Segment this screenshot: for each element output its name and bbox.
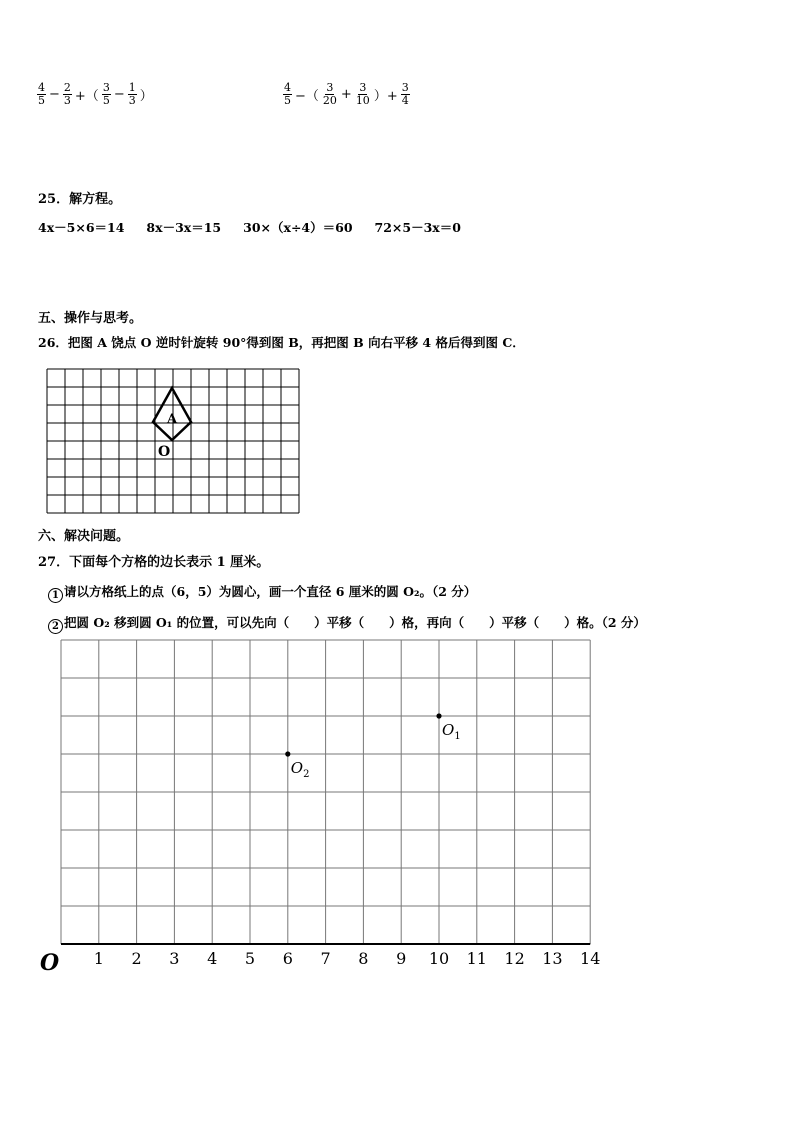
equation: 30×（x÷4）＝60: [243, 220, 353, 235]
x-tick-label: 1: [93, 949, 104, 968]
x-tick-label: 4: [207, 949, 218, 968]
question-27-item-1: [48, 582, 476, 603]
point-dot: [436, 713, 441, 718]
equation: 4x－5×6＝14: [38, 220, 125, 235]
x-tick-label: 11: [466, 949, 487, 968]
fraction: $\frac{3}{10}$: [355, 81, 370, 107]
shape-a-label: A: [167, 412, 178, 427]
question-25-title: 25．解方程。: [38, 192, 122, 207]
operator: −: [113, 87, 125, 102]
x-tick-label: 14: [580, 949, 601, 968]
fraction: $\frac{3}{4}$: [401, 81, 409, 107]
x-tick-label: 10: [428, 949, 450, 968]
point-dot: [285, 751, 290, 756]
operator: +（: [74, 89, 99, 104]
question-26-grid: [46, 368, 300, 514]
fraction: $\frac{4}{5}$: [38, 81, 45, 107]
fraction: $\frac{1}{3}$: [128, 81, 136, 107]
fraction: $\frac{3}{5}$: [102, 81, 110, 107]
item-number: 1: [48, 588, 63, 603]
calc-expression-2: [282, 82, 411, 107]
section-5-title: 五、操作与思考。: [38, 311, 143, 326]
x-tick-label: 8: [358, 949, 369, 968]
equation: 72×5－3x＝0: [374, 220, 461, 235]
operator: ）: [139, 89, 153, 104]
origin-label: O: [40, 950, 60, 974]
question-27-text: 27．下面每个方格的边长表示 1 厘米。: [38, 555, 270, 570]
calc-expression-1: [36, 82, 155, 107]
question-27-grid: [36, 634, 616, 974]
item-number: 2: [48, 619, 63, 634]
question-26-text: 26．把图 A 饶点 O 逆时针旋转 90°得到图 B，再把图 B 向右平移 4 格后得到图 C．: [38, 335, 525, 350]
fraction: $\frac{2}{3}$: [63, 81, 71, 107]
operator: +: [340, 87, 352, 102]
point-label: $O_2$: [290, 759, 310, 780]
item-text: 把圆 O₂ 移到圆 O₁ 的位置，可以先向（ ）平移（ ）格，再向（ ）平移（ ）格。（2 分）: [64, 615, 646, 630]
x-tick-label: 9: [396, 949, 407, 968]
item-text: 请以方格纸上的点（6，5）为圆心，画一个直径 6 厘米的圆 O₂。（2 分）: [64, 584, 477, 599]
x-tick-label: 13: [542, 949, 563, 968]
operator: −: [49, 87, 60, 102]
section-6-title: 六、解决问题。: [38, 529, 130, 544]
point-o-label: O: [158, 444, 171, 460]
operator: ）+: [373, 89, 398, 104]
equation-list: [38, 218, 461, 236]
grid-lines: [61, 640, 590, 944]
x-tick-label: 6: [282, 949, 293, 968]
point-label: $O_1$: [442, 721, 461, 742]
x-tick-label: 5: [244, 949, 256, 968]
question-27-item-2: [48, 613, 646, 634]
fraction: $\frac{4}{5}$: [284, 81, 291, 107]
x-tick-label: 3: [169, 949, 180, 968]
x-tick-label: 12: [504, 949, 525, 968]
points: [285, 713, 460, 780]
x-tick-label: 2: [131, 949, 142, 968]
equation: 8x－3x＝15: [146, 220, 222, 235]
x-tick-label: 7: [320, 949, 331, 968]
fraction: $\frac{3}{20}$: [322, 81, 337, 107]
operator: −（: [295, 89, 319, 104]
x-tick-labels: [94, 949, 601, 968]
